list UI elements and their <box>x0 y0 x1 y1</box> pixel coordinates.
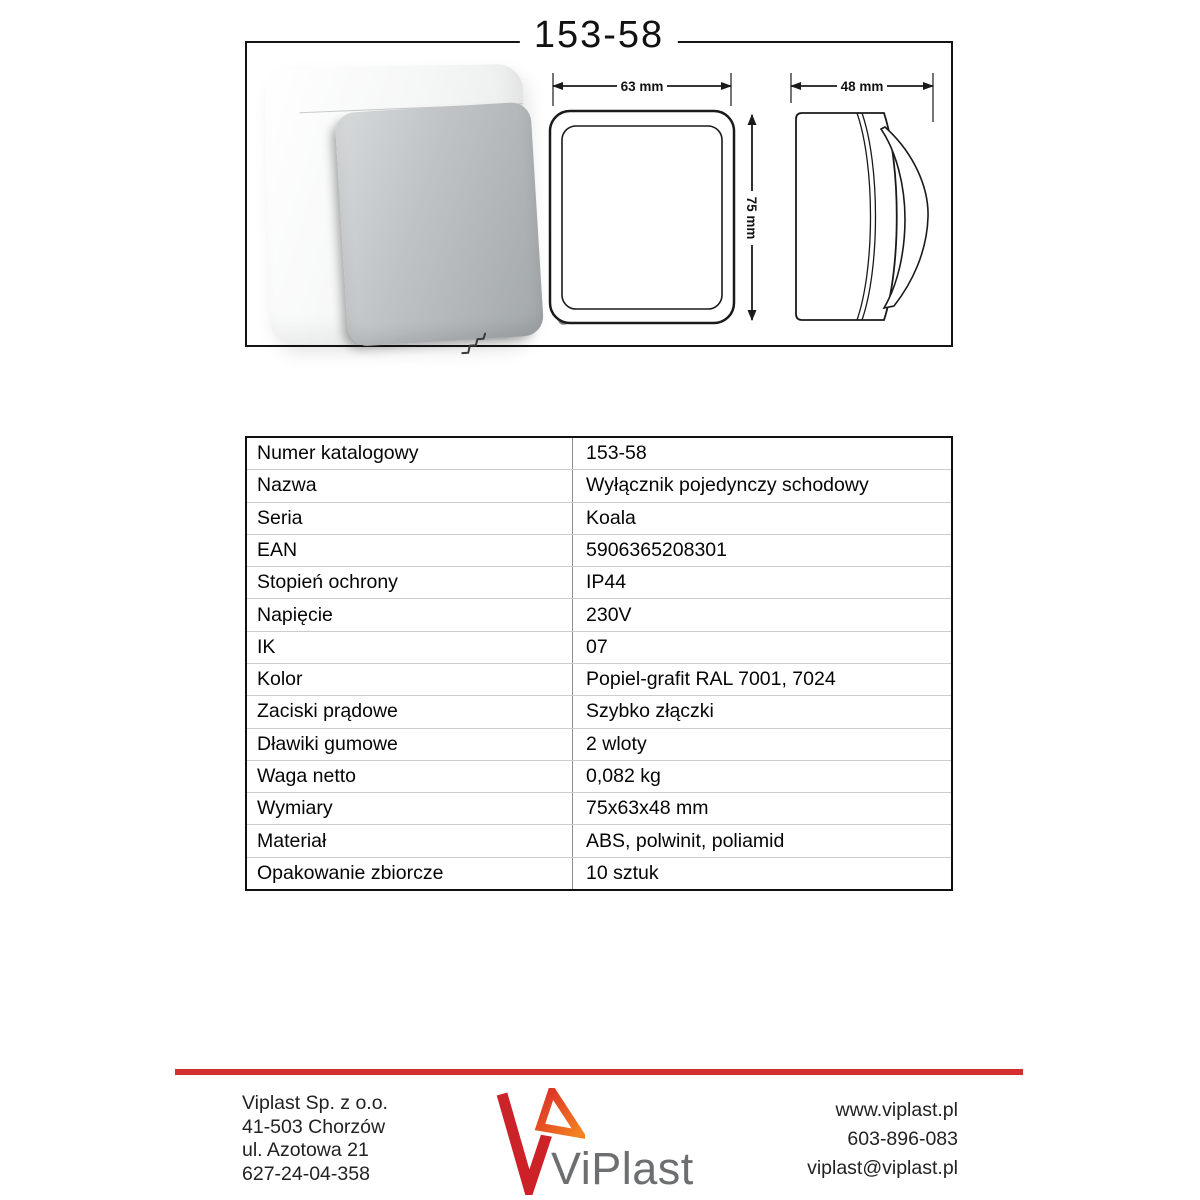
product-title: 153-58 <box>520 13 678 57</box>
spec-value: Szybko złączki <box>586 700 714 723</box>
company-address <box>242 1092 388 1186</box>
table-row <box>247 631 951 663</box>
spec-value: 10 sztuk <box>586 861 659 884</box>
table-row <box>247 566 951 598</box>
table-row <box>247 598 951 630</box>
spec-label: Nazwa <box>247 470 573 501</box>
spec-table <box>245 436 953 891</box>
table-row <box>247 728 951 760</box>
table-row <box>247 824 951 856</box>
technical-drawings <box>245 41 953 347</box>
product-box <box>245 14 953 347</box>
contact-line-website: www.viplast.pl <box>835 1099 958 1121</box>
contact-line-phone: 603-896-083 <box>847 1127 958 1150</box>
spec-label: Opakowanie zbiorcze <box>247 858 573 889</box>
spec-value: Wyłącznik pojedynczy schodowy <box>586 474 869 497</box>
spec-label: Numer katalogowy <box>247 438 573 469</box>
spec-value: IP44 <box>586 571 627 594</box>
spec-value: 75x63x48 mm <box>586 797 709 820</box>
front-view-drawing <box>550 73 762 323</box>
spec-value: 07 <box>586 635 608 658</box>
spec-label: Kolor <box>247 664 573 695</box>
table-row <box>247 438 951 469</box>
spec-label: Wymiary <box>247 793 573 824</box>
dim-width-label: 63 mm <box>620 78 663 94</box>
spec-label: IK <box>247 632 573 663</box>
dim-depth-label: 48 mm <box>840 78 883 94</box>
table-row <box>247 792 951 824</box>
address-line: Viplast Sp. z o.o. <box>242 1092 388 1114</box>
address-line: 627-24-04-358 <box>242 1162 370 1185</box>
address-line: ul. Azotowa 21 <box>242 1139 369 1162</box>
spec-value: 5906365208301 <box>586 538 727 561</box>
spec-label: Zaciski prądowe <box>247 696 573 727</box>
table-row <box>247 760 951 792</box>
spec-label: EAN <box>247 535 573 566</box>
spec-label: Waga netto <box>247 761 573 792</box>
logo-text: ViPlast <box>551 1143 694 1194</box>
spec-label: Dławiki gumowe <box>247 729 573 760</box>
table-row <box>247 502 951 534</box>
contact-info <box>650 1096 958 1182</box>
spec-value: Popiel-grafit RAL 7001, 7024 <box>586 668 836 691</box>
spec-value: 230V <box>586 603 632 626</box>
dim-height-label: 75 mm <box>743 196 759 239</box>
spec-label: Seria <box>247 503 573 534</box>
spec-value: 0,082 kg <box>586 764 661 787</box>
table-row <box>247 857 951 889</box>
spec-label: Materiał <box>247 825 573 856</box>
table-row <box>247 663 951 695</box>
spec-label: Napięcie <box>247 599 573 630</box>
side-view-drawing <box>790 73 934 320</box>
spec-label: Stopień ochrony <box>247 567 573 598</box>
table-row <box>247 534 951 566</box>
table-row <box>247 469 951 501</box>
spec-value: Koala <box>586 506 636 529</box>
address-line: 41-503 Chorzów <box>242 1115 386 1138</box>
spec-value: ABS, polwinit, poliamid <box>586 829 785 852</box>
footer-divider <box>175 1069 1023 1075</box>
spec-value: 2 wloty <box>586 732 647 755</box>
table-row <box>247 695 951 727</box>
contact-line-email: viplast@viplast.pl <box>807 1156 958 1179</box>
spec-value: 153-58 <box>586 442 647 465</box>
